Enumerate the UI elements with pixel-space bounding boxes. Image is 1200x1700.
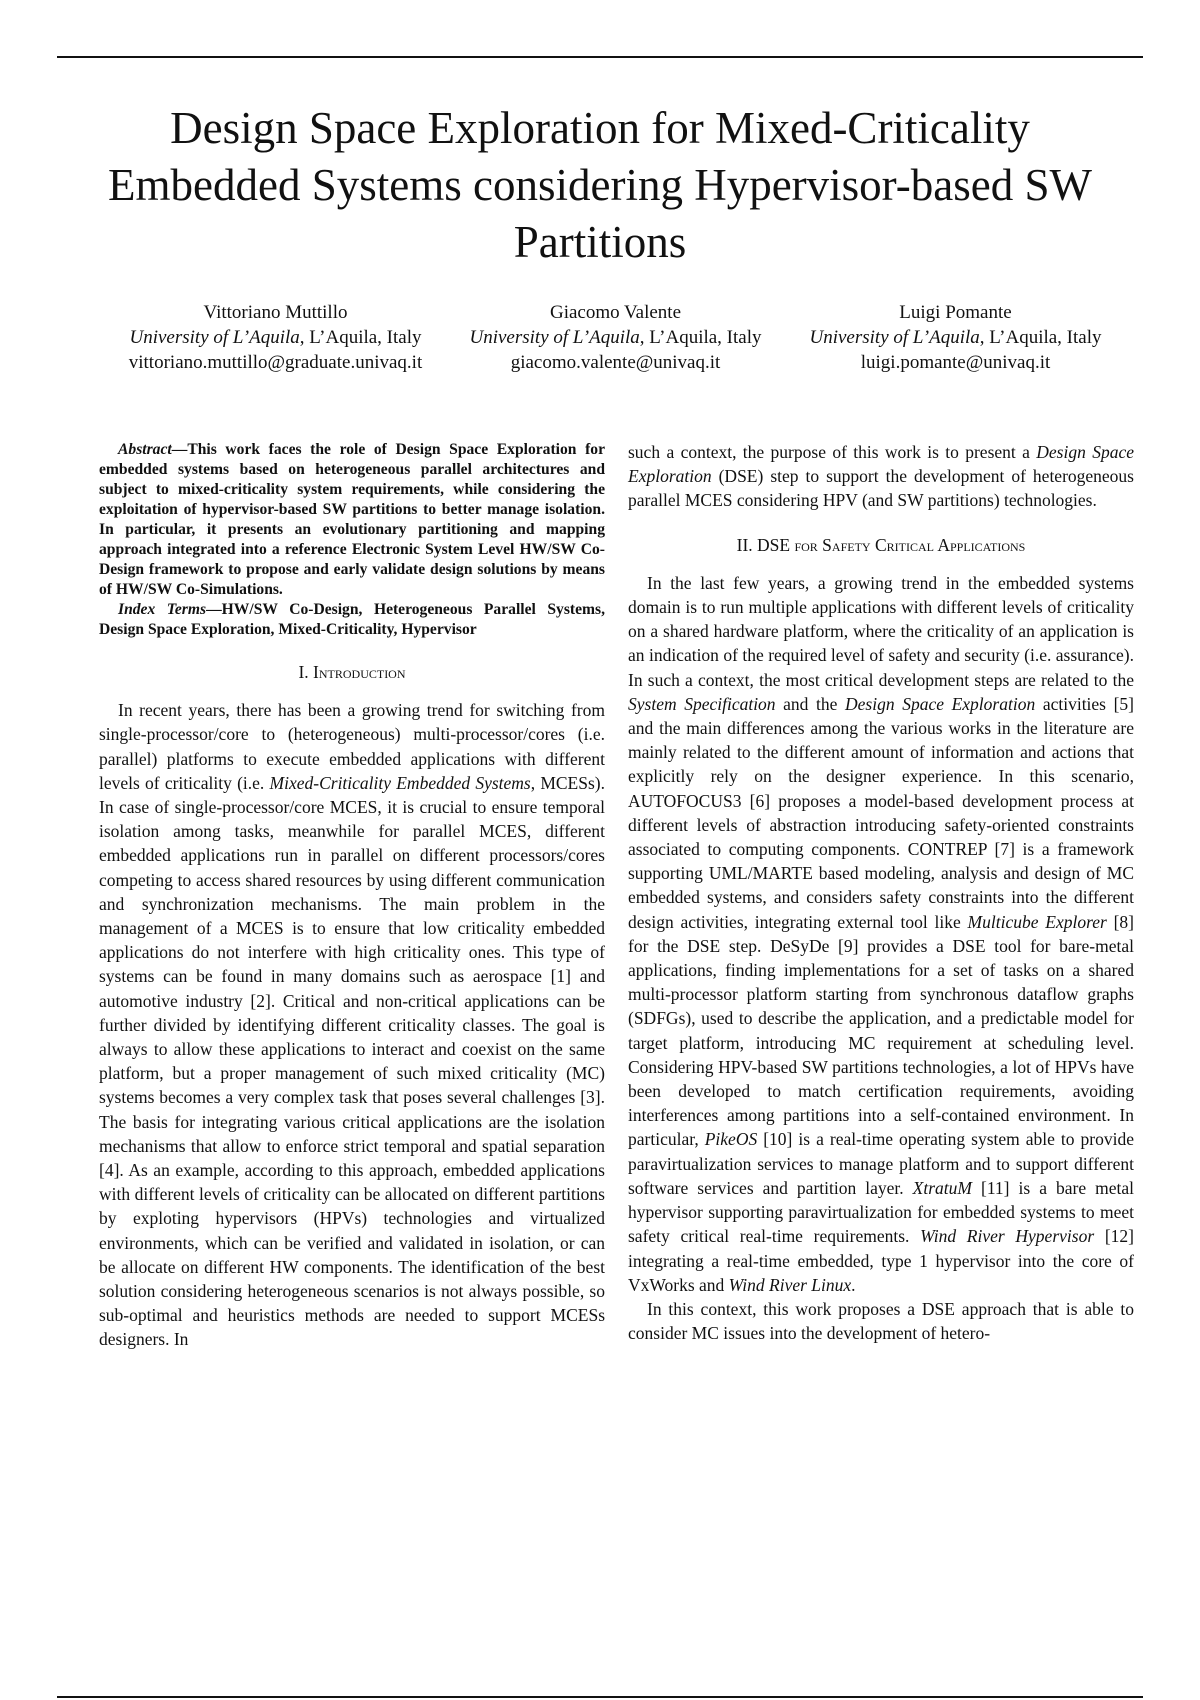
left-column [99,440,605,1352]
dse-paragraph-2: In this context, this work proposes a DSE approach that is able to consider MC issues into the development of hetero- [628,1298,1134,1344]
intro-paragraph-continued: such a context, the purpose of this work is to present a Design Space Exploration (DSE) step to support the development of heterogeneous parallel MCES considering HPV (and SW partitions) technologies. [628,442,1134,511]
author-email[interactable]: luigi.pomante@univaq.it [860,352,1051,373]
author-block-1 [108,300,443,375]
paper-title: Design Space Exploration for Mixed-Criticality Embedded Systems considering Hypervisor-based SW Partitions [108,103,1092,267]
section-heading-introduction: I. Introduction [298,662,406,682]
index-terms-label: Index Terms [118,601,207,618]
dse-paragraph: In the last few years, a growing trend in the embedded systems domain is to run multiple applications with different levels of criticality on a shared hardware platform, where the criticality of an application is an indication of the required level of safety and security (i.e. assurance). In such a context, the most critical development steps are related to the System Specification and the Design Space Exploration activities [5] and the main differences among the various works in the literature are mainly related to the different amount of information and actions that explicitly rely on the designer experience. In this scenario, AUTOFOCUS3 [6] proposes a model-based development process at different levels of abstraction introducing safety-oriented constraints associated to computing components. CONTREP [7] is a framework supporting UML/MARTE based modeling, analysis and design of MC embedded systems, and considers safety constraints into the different design activities, integrating external tool like Multicube Explorer [8] for the DSE step. DeSyDe [9] provides a DSE tool for bare-metal applications, finding implementations for a set of tasks on a shared multi-processor platform starting from synchronous dataflow graphs (SDFGs), used to describe the application, and a predictable model for target platform, introducing MC requirement at scheduling level. Considering HPV-based SW partitions technologies, a lot of HPVs have been developed to match certification requirements, avoiding interferences among partitions into a self-contained environment. In particular, PikeOS [10] is a real-time operating system able to provide paravirtualization services to manage platform and to support different software services and partition layer. XtratuM [11] is a bare metal hypervisor supporting paravirtualization for embedded systems to meet safety critical real-time requirements. Wind River Hypervisor [12] integrating a real-time embedded, type 1 hypervisor into the core of VxWorks and Wind River Linux. [628,572,1135,1295]
author-affiliation: University of L’Aquila, L’Aquila, Italy [469,327,762,348]
author-block-2 [448,300,783,375]
abstract: Abstract—This work faces the role of Design Space Exploration for embedded systems based on heterogeneous parallel architectures and subject to mixed-criticality system requirements, while considering the exploitation of hypervisor-based SW partitions to better manage isolation. In particular, it presents an evolutionary partitioning and mapping approach integrated into a reference Electronic System Level HW/SW Co-Design framework to propose and early validate design solutions by means of HW/SW Co-Simulations. [99,441,605,598]
section-heading-dse: II. DSE for Safety Critical Applications [736,534,1026,555]
author-email[interactable]: giacomo.valente@univaq.it [510,352,721,373]
author-name: Giacomo Valente [549,302,682,323]
author-name: Vittoriano Muttillo [203,302,348,323]
author-email[interactable]: vittoriano.muttillo@graduate.univaq.it [128,352,423,373]
intro-paragraph: In recent years, there has been a growing trend for switching from single-processor/core to (heterogeneous) multi-processor/cores (i.e. parallel) platforms to execute embedded applications with different levels of criticality (i.e. Mixed-Criticality Embedded Systems, MCESs). In case of single-processor/core MCES, it is crucial to ensure temporal isolation among tasks, meanwhile for parallel MCES, different embedded applications run in parallel on different processors/cores competing to access shared resources by using different communication and synchronization mechanisms. The main problem in the management of a MCES is to ensure that low criticality embedded applications do not interfere with high criticality ones. This type of systems can be found in many domains such as aerospace [1] and automotive industry [2]. Critical and non-critical applications can be further divided by identifying different criticality classes. The goal is always to allow these applications to interact and coexist on the same platform, but a proper management of such mixed criticality (MC) systems becomes a very complex task that poses several challenges [3]. The basis for integrating various critical applications are the isolation mechanisms that allow to enforce strict temporal and spatial separation [4]. As an example, according to this approach, embedded applications with different levels of criticality can be allocated on different partitions by exploting hypervisors (HPVs) technologies and virtualized environments, which can be verified and validated in isolation, or can be allocate on different HW components. The identification of the best solution considering heterogeneous scenarios is not always possible, so sub-optimal and heuristics methods are needed to support MCESs designers. In [99,700,605,1350]
author-affiliation: University of L’Aquila, L’Aquila, Italy [809,327,1102,348]
top-rule [57,56,1143,58]
index-terms: Index Terms—HW/SW Co-Design, Heterogeneous Parallel Systems, Design Space Exploration, Mixed-Criticality, Hypervisor [99,601,605,638]
author-block-3 [788,300,1123,375]
bottom-rule [57,1696,1143,1698]
abstract-label: Abstract [118,441,172,458]
author-affiliation: University of L’Aquila, L’Aquila, Italy [129,327,422,348]
right-column [628,440,1134,1345]
author-name: Luigi Pomante [899,302,1012,323]
